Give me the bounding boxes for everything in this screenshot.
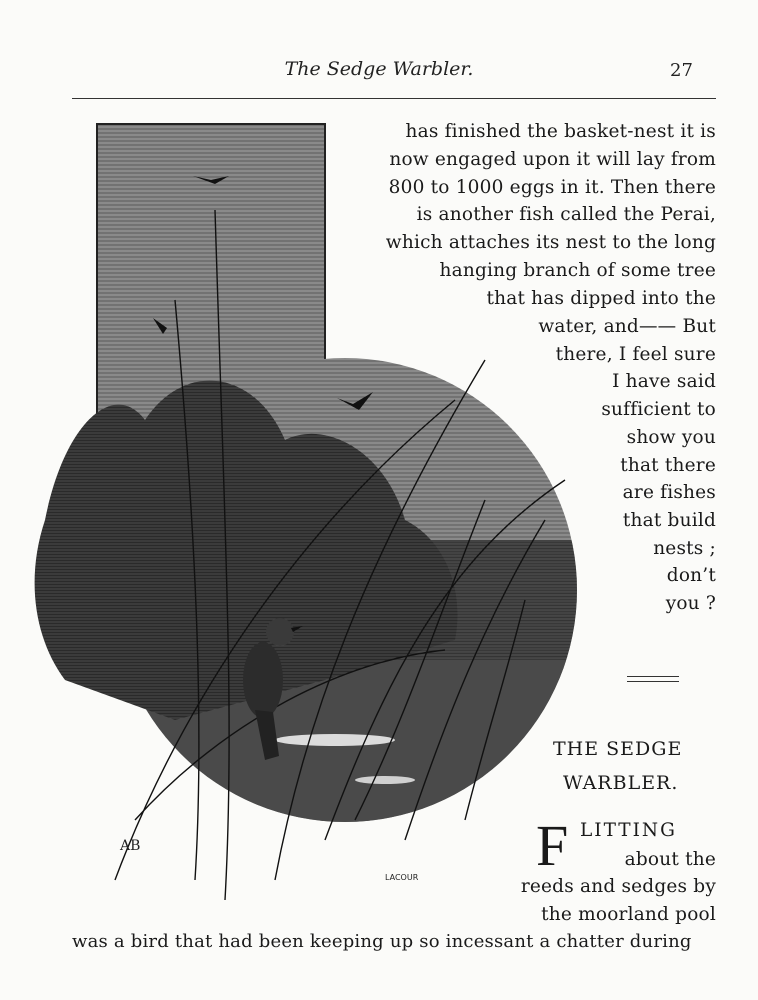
text-line: hanging branch of some tree [439,260,716,281]
text-line: show you [626,427,716,448]
section-divider [627,676,679,682]
text-line: about the [624,849,716,870]
illustrator-signature-left: AB [120,838,141,854]
heading-line: WARBLER. [563,772,679,794]
header-title: The Sedge Warbler. [284,58,474,80]
text-line: I have said [612,371,716,392]
text-line: don’t [666,565,716,586]
text-line: which attaches its nest to the long [385,232,716,253]
text-line: reeds and sedges by [520,876,716,897]
drop-cap: F [536,813,569,878]
text-line: are fishes [622,482,716,503]
text-line: 800 to 1000 eggs in it. Then there [388,177,716,198]
engraver-signature: LACOUR [385,873,419,882]
text-line: you ? [665,593,716,614]
text-line: sufficient to [601,399,716,420]
text-line: LITTING [580,820,677,841]
text-line: has finished the basket-nest it is [405,121,716,142]
page-number: 27 [670,60,693,81]
heading-line: THE SEDGE [553,738,683,760]
text-line: is another fish called the Perai, [416,204,716,225]
text-line: there, I feel sure [555,344,716,365]
text-line: that build [622,510,716,531]
text-line: that has dipped into the [486,288,716,309]
text-line: now engaged upon it will lay from [389,149,716,170]
text-line: nests ; [653,538,716,559]
text-line: water, and—— But [538,316,716,337]
header-rule [72,98,716,99]
text-line: that there [620,455,716,476]
text-line: was a bird that had been keeping up so incessant a chatter during [72,931,692,952]
text-line: the moorland pool [541,904,716,925]
